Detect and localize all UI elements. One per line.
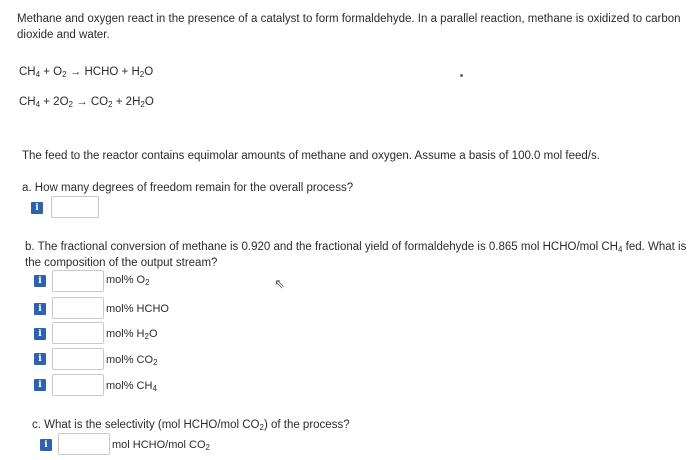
info-icon[interactable]: i — [40, 439, 52, 451]
unit-label-hcho: mol% HCHO — [106, 303, 169, 315]
part-b-question: b. The fractional conversion of methane is 0.920 and the fractional yield of formaldehyde is 0.865 mol HCHO/mol $CH_4$ fed. What is the composition of the output stream? — [25, 241, 687, 269]
reaction-equation-1: $CH_4 + O_2$ → HCHO + $H_2O$ — [19, 66, 154, 79]
info-icon[interactable]: i — [34, 303, 46, 315]
part-a-question: a. How many degrees of freedom remain for the overall process? — [22, 182, 354, 194]
reaction-equation-2: $CH_4 + 2O_2 \to CO_2 + 2H_2O$ — [19, 96, 154, 109]
feed-statement: The feed to the reactor contains equimolar amounts of methane and oxygen. Assume a basis of 100.0 mol feed/s. — [22, 150, 600, 162]
problem-intro: Methane and oxygen react in the presence of a catalyst to form formaldehyde. In a parallel reaction, methane is oxidized to carbon dioxide and water. — [17, 13, 681, 41]
part-c-question: c. What is the selectivity (mol HCHO/mol $CO_2$) of the process? — [32, 419, 350, 432]
ch4-answer-input[interactable] — [52, 374, 104, 396]
hcho-answer-input[interactable] — [52, 297, 104, 319]
part-a-answer-input[interactable] — [51, 196, 99, 218]
unit-label-selectivity: mol HCHO/mol $CO_2$ — [112, 439, 210, 452]
o2-answer-input[interactable] — [52, 270, 104, 292]
unit-label-co2: mol% $CO_2$ — [106, 354, 158, 367]
info-icon[interactable]: i — [31, 202, 43, 214]
selectivity-answer-input[interactable] — [58, 433, 110, 455]
unit-label-o2: mol% $O_2$ — [106, 274, 150, 287]
info-icon[interactable]: i — [34, 379, 46, 391]
mouse-cursor-icon: ⇖ — [274, 276, 285, 291]
unit-label-ch4: mol% $CH_4$ — [106, 380, 157, 393]
unit-label-h2o: mol% $H_2O$ — [106, 328, 158, 341]
info-icon[interactable]: i — [34, 328, 46, 340]
info-icon[interactable]: i — [34, 275, 46, 287]
stray-dot — [460, 74, 463, 77]
info-icon[interactable]: i — [34, 353, 46, 365]
co2-answer-input[interactable] — [52, 348, 104, 370]
h2o-answer-input[interactable] — [52, 322, 104, 344]
